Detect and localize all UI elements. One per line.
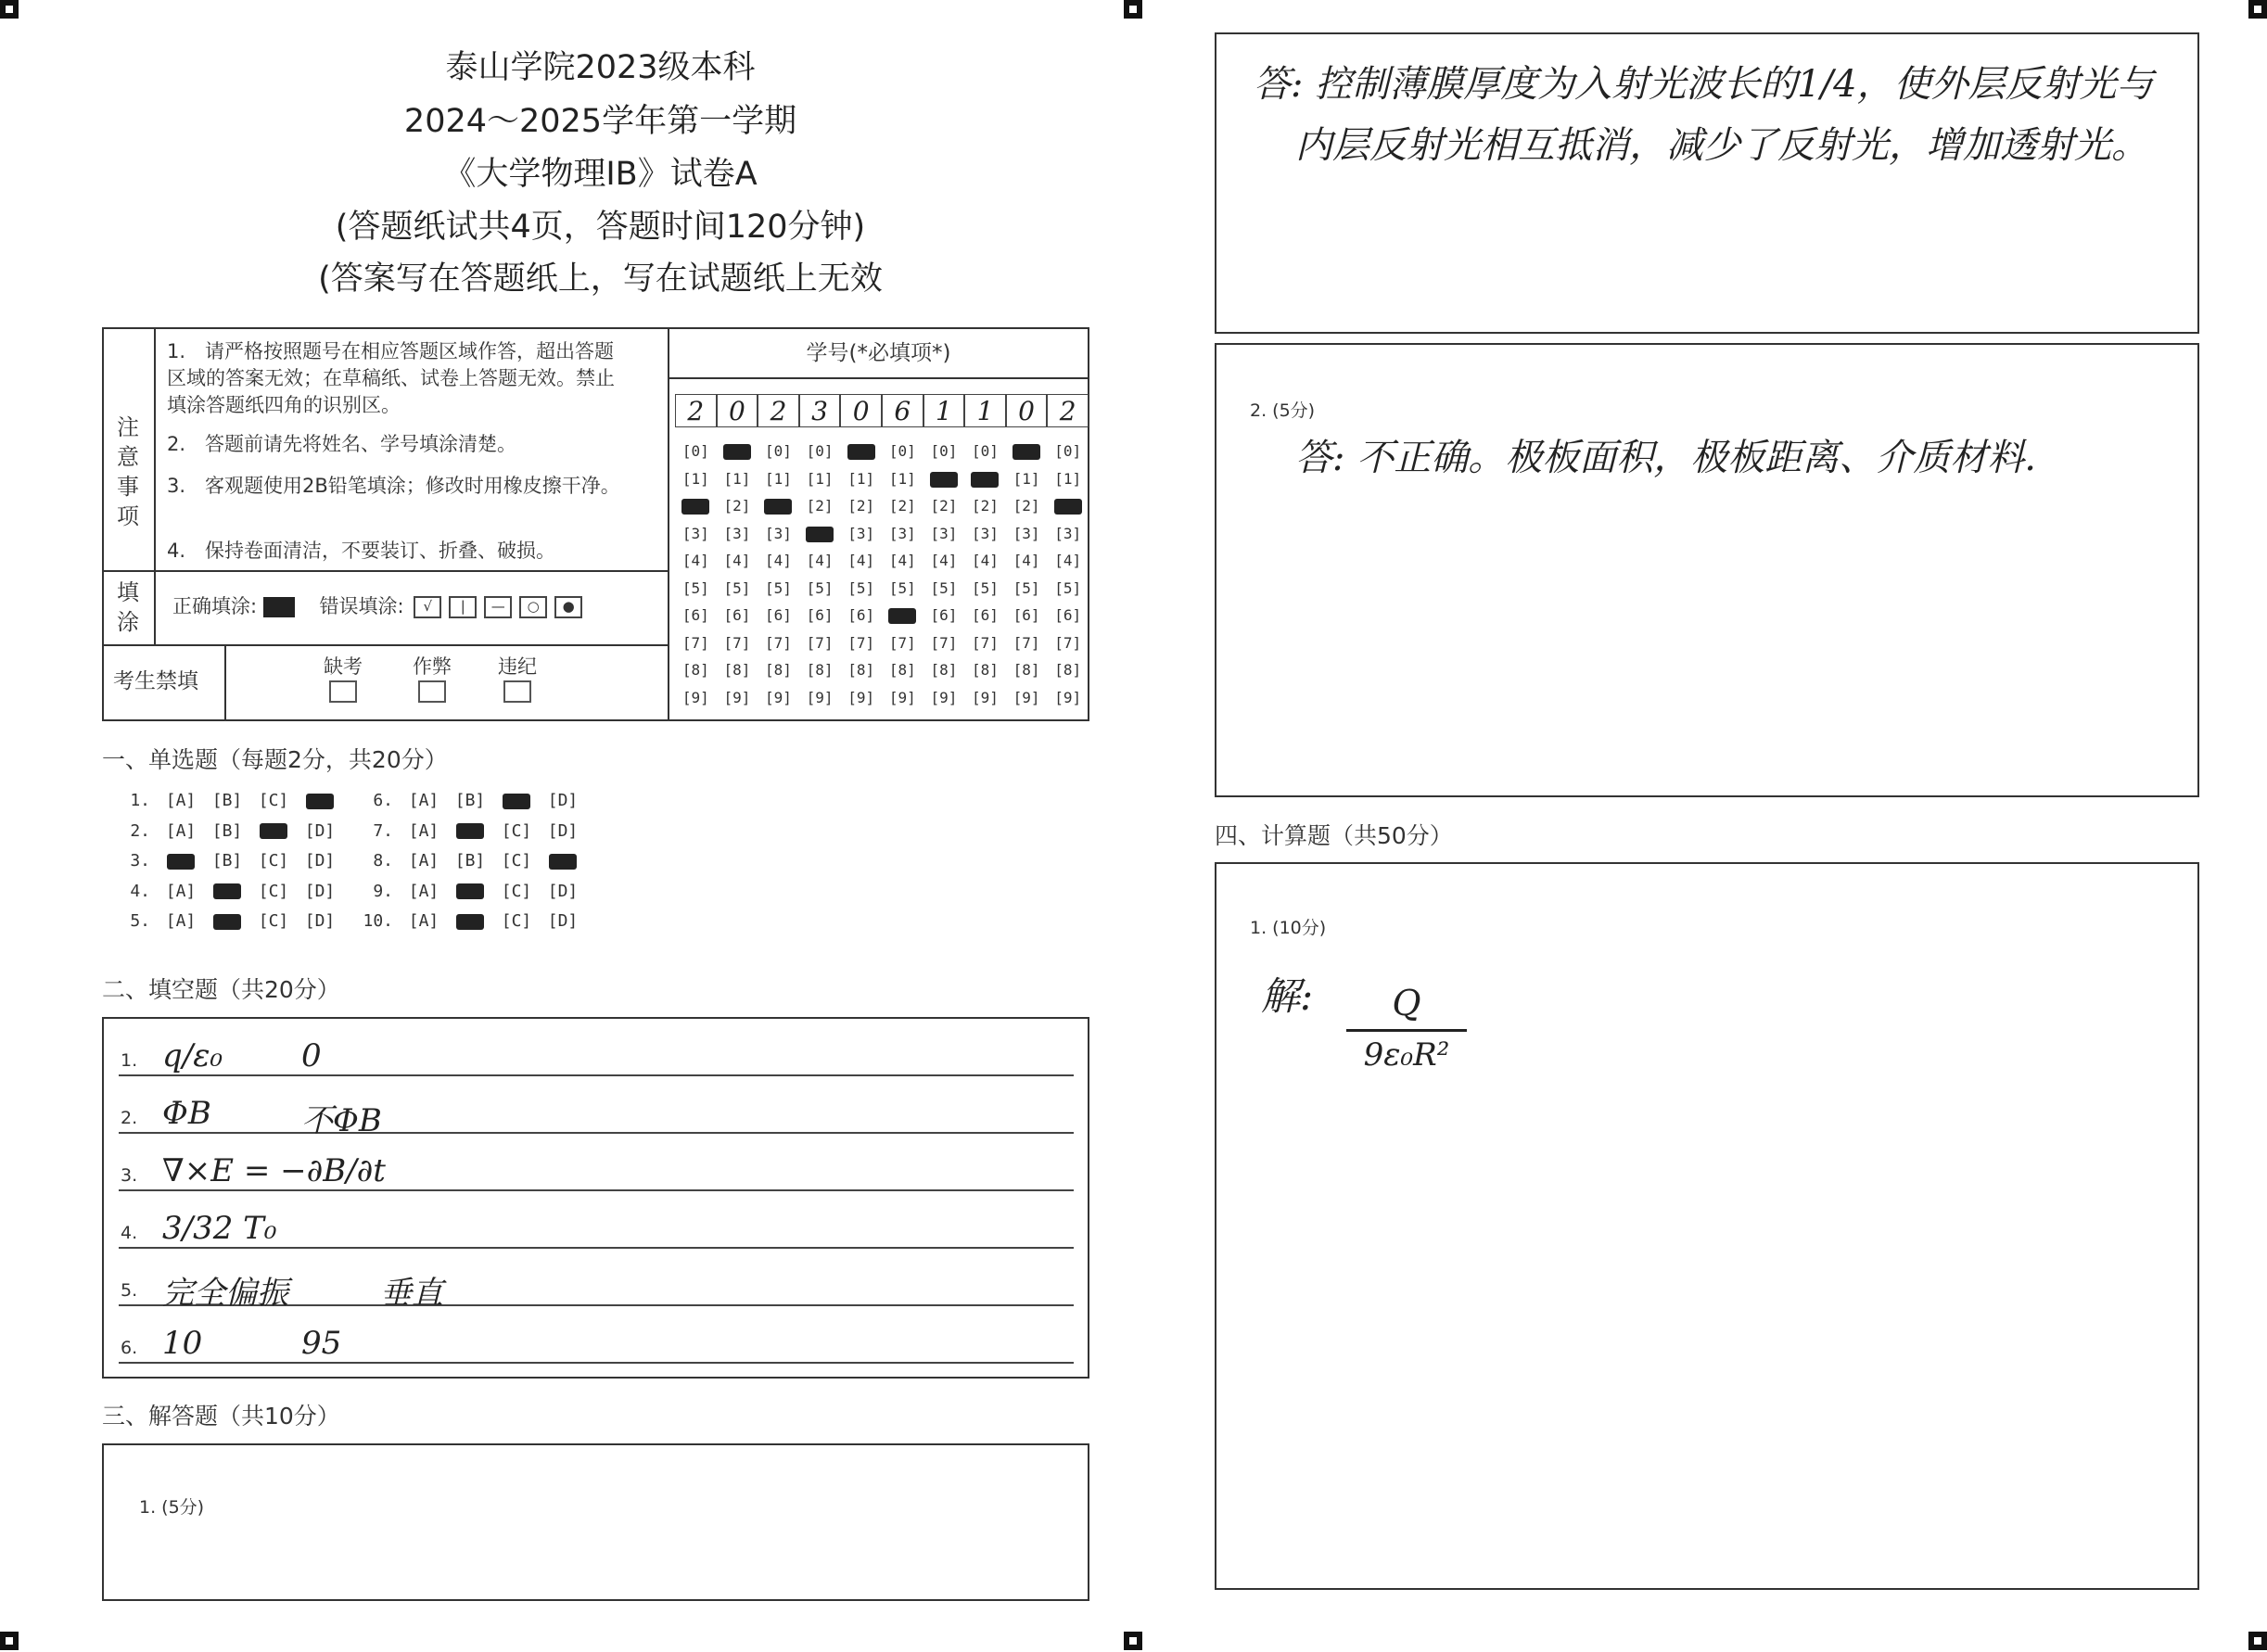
student-id-bubble[interactable]: [9] [972,688,999,706]
answer-line [119,1189,1074,1191]
student-id-bubble[interactable]: [3] [1013,524,1040,542]
notice-item-1: 1. 请严格按照题号在相应答题区域作答，超出答题区域的答案无效；在草稿纸、试卷上答题无效。禁止填涂答题纸四角的识别区。 [167,340,615,416]
choice-bubble[interactable]: [B] [211,851,243,870]
correct-fill-sample [263,597,295,617]
forbid-cheat-label: 作弊 [413,655,452,678]
student-id-bubble[interactable]: [9] [1013,688,1040,706]
choice-bubble[interactable]: [B] [211,791,243,810]
student-id-bubble[interactable]: [3] [765,524,792,542]
student-id-bubble[interactable]: [0] [930,442,958,460]
student-id-bubble[interactable]: [1] [765,469,792,488]
choice-bubble[interactable]: [C] [501,851,532,870]
choice-bubble[interactable]: [C] [501,911,532,931]
choice-bubble[interactable]: [D] [547,911,579,931]
student-id-bubble-filled[interactable] [1006,440,1048,463]
student-id-bubble[interactable]: [3] [1054,524,1082,542]
student-id-bubble[interactable]: [9] [930,688,958,706]
student-id-digits [675,394,1089,431]
choice-bubble[interactable]: [A] [165,911,197,931]
blank-answer-a: 3/32 T₀ [162,1210,277,1247]
question-number: 3. [130,851,150,870]
student-id-bubble[interactable]: [5] [888,578,916,597]
forbid-cheat-checkbox[interactable] [418,680,446,703]
student-id-bubble[interactable]: [7] [930,633,958,652]
choice-bubble[interactable]: [A] [408,911,439,931]
essay-q2-label: 2. (5分) [1250,400,1316,421]
registration-mark [2248,0,2267,19]
registration-mark [0,1632,19,1650]
blank-answer-a: ∇×E = −∂B/∂t [162,1152,386,1189]
single-choice-question [362,848,586,874]
forbid-violation-label: 违纪 [498,655,537,678]
question-number: 10. [363,911,393,931]
answer-line [119,1074,1074,1076]
student-id-bubble[interactable]: [8] [930,661,958,679]
student-id-bubble[interactable]: [6] [930,606,958,624]
fill-wrong-label: 错误填涂: [319,595,404,617]
answer-line [119,1362,1074,1364]
blank-answer-a: q/ε₀ [162,1037,223,1074]
registration-mark [2248,1632,2267,1650]
single-choice-question [119,788,343,814]
student-id-digit: 1 [964,394,1006,427]
choice-bubble-filled[interactable] [447,909,493,934]
choice-bubble[interactable]: [A] [408,791,439,810]
student-id-bubble[interactable]: [2] [1013,497,1040,515]
fill-label: 填涂 [117,579,139,635]
single-choice-question [362,879,586,905]
forbid-absent-checkbox[interactable] [329,680,357,703]
answer-line [119,1247,1074,1249]
single-choice-col-1 [119,788,360,936]
student-id-bubble[interactable]: [6] [972,606,999,624]
student-id-bubble[interactable]: [7] [1054,633,1082,652]
student-id-bubble[interactable]: [7] [723,633,751,652]
student-id-bubble[interactable]: [5] [765,578,792,597]
wrong-fill-dot-icon: ● [554,596,582,618]
student-id-bubble[interactable]: [0] [972,442,999,460]
student-id-bubble[interactable]: [1] [888,469,916,488]
calc-q1-prefix: 解: [1261,973,1314,1019]
student-id-bubble[interactable]: [5] [847,578,875,597]
student-id-bubble[interactable]: [8] [1013,661,1040,679]
student-id-bubble[interactable]: [0] [888,442,916,460]
choice-bubble[interactable]: [A] [408,820,439,841]
choice-bubble[interactable]: [C] [501,881,532,901]
student-id-bubble[interactable]: [6] [765,606,792,624]
choice-bubble[interactable]: [A] [165,820,197,841]
blank-answer-a: 完全偏振 [162,1275,288,1312]
student-id-bubble[interactable]: [0] [1054,442,1082,460]
forbid-violation-checkbox[interactable] [503,680,531,703]
student-id-bubble-filled[interactable] [923,468,965,490]
student-id-bubble[interactable]: [4] [806,552,834,569]
student-id-bubble[interactable]: [8] [806,661,834,679]
section4-title: 四、计算题（共50分） [1215,822,1453,849]
student-id-bubble[interactable]: [3] [723,524,751,542]
blank-number: 2. [121,1108,138,1128]
exam-title: 《大学物理IB》试卷A [443,156,758,193]
student-id-bubble[interactable]: [4] [847,552,875,569]
student-id-bubble[interactable]: [7] [847,633,875,652]
choice-bubble[interactable]: [A] [165,881,197,901]
student-id-bubble-filled[interactable] [758,495,799,517]
student-id-bubble[interactable]: [5] [972,578,999,597]
question-number: 5. [130,911,150,931]
student-id-bubble[interactable]: [2] [888,497,916,515]
blank-answer-b: 垂直 [380,1275,443,1312]
student-id-digit: 0 [1006,394,1048,427]
student-id-bubble[interactable]: [5] [1013,578,1040,597]
student-id-bubble[interactable]: [0] [681,442,709,460]
answer-line [119,1132,1074,1134]
student-id-bubble-filled[interactable] [840,440,882,463]
forbid-label: 考生禁填 [113,669,198,693]
essay-q1-answer-box [1215,32,2199,334]
student-id-bubble[interactable]: [9] [681,688,709,706]
notice-label: 注意事项 [117,414,139,529]
calc-q1-box [1215,862,2199,1590]
forbid-absent-label: 缺考 [324,655,363,678]
blank-number: 1. [121,1050,138,1071]
blank-answer-b: 95 [301,1325,342,1362]
student-id-grid [675,440,1089,718]
student-id-bubble[interactable]: [4] [723,552,751,569]
calc-q1-label: 1. (10分) [1250,918,1327,938]
student-id-bubble[interactable]: [8] [1054,661,1082,679]
student-id-bubble[interactable]: [3] [681,524,709,542]
single-choice-question [362,788,586,814]
student-id-bubble[interactable]: [6] [1013,606,1040,624]
student-id-bubble-filled[interactable] [882,604,923,627]
notice-item-4: 4. 保持卷面清洁，不要装订、折叠、破损。 [167,540,556,562]
blank-answer-b: 0 [301,1037,322,1074]
student-id-bubble[interactable]: [2] [847,497,875,515]
student-id-bubble[interactable]: [4] [888,552,916,569]
exam-duration: (答题纸试共4页，答题时间120分钟) [335,209,866,246]
student-id-bubble[interactable]: [1] [847,469,875,488]
single-choice-col-2 [362,788,603,936]
single-choice-question [119,819,343,845]
student-id-bubble[interactable]: [8] [847,661,875,679]
wrong-fill-check-icon: √ [414,596,441,618]
essay-q1-label: 1. (5分) [139,1497,205,1518]
question-number: 1. [130,791,150,810]
student-id-bubble[interactable]: [7] [888,633,916,652]
single-choice-question [362,909,586,934]
student-id-bubble-filled[interactable] [717,440,758,463]
choice-bubble-filled[interactable] [493,788,540,814]
student-id-bubble[interactable]: [2] [972,497,999,515]
student-id-bubble[interactable]: [9] [765,688,792,706]
section2-title: 二、填空题（共20分） [102,976,340,1003]
choice-bubble[interactable]: [D] [304,820,336,841]
blank-answer-a: ΦB [162,1095,211,1132]
student-id-bubble[interactable]: [9] [723,688,751,706]
student-id-bubble[interactable]: [7] [681,633,709,652]
student-id-bubble[interactable]: [6] [1054,606,1082,624]
calc-q1-denominator: 9ε₀R² [1363,1036,1450,1074]
choice-bubble[interactable]: [D] [547,791,579,810]
blank-number: 3. [121,1165,138,1186]
choice-bubble[interactable]: [A] [408,881,439,901]
student-id-bubble[interactable]: [6] [681,606,709,624]
choice-bubble[interactable]: [D] [304,881,336,901]
question-number: 9. [373,881,393,901]
student-id-bubble[interactable]: [1] [806,469,834,488]
choice-bubble-filled[interactable] [158,848,204,874]
fraction-bar [1346,1029,1467,1032]
student-id-bubble[interactable]: [5] [806,578,834,597]
choice-bubble[interactable]: [B] [454,851,486,870]
student-id-digit: 1 [923,394,965,427]
student-id-bubble[interactable]: [4] [1054,552,1082,569]
student-id-label: 学号(*必填项*) [806,341,951,365]
student-id-bubble[interactable]: [1] [1054,469,1082,488]
student-id-digit: 2 [675,394,717,427]
choice-bubble[interactable]: [C] [258,851,289,870]
student-id-bubble-filled[interactable] [964,468,1006,490]
choice-bubble[interactable]: [C] [258,911,289,931]
choice-bubble-filled[interactable] [297,788,343,814]
question-number: 7. [373,820,393,841]
student-id-bubble[interactable]: [0] [806,442,834,460]
choice-bubble-filled[interactable] [204,909,250,934]
section1-title: 一、单选题（每题2分，共20分） [102,746,448,773]
student-id-bubble[interactable]: [3] [930,524,958,542]
student-id-bubble[interactable]: [6] [806,606,834,624]
calc-q1-numerator: Q [1392,983,1421,1023]
fill-correct-label: 正确填涂: [172,595,258,617]
notice-item-3: 3. 客观题使用2B铅笔填涂；修改时用橡皮擦干净。 [167,475,620,497]
student-id-digit: 2 [1047,394,1089,427]
choice-bubble[interactable]: [D] [547,820,579,841]
student-id-bubble[interactable]: [9] [888,688,916,706]
student-id-bubble[interactable]: [2] [723,497,751,515]
info-box [102,327,1089,721]
choice-bubble[interactable]: [C] [501,820,532,841]
exam-note: (答案写在答题纸上，写在试题纸上无效 [318,261,883,298]
fill-blank-rows [102,1017,1089,1379]
student-id-bubble[interactable]: [7] [765,633,792,652]
student-id-digit: 2 [758,394,799,427]
choice-bubble[interactable]: [B] [454,791,486,810]
student-id-bubble[interactable]: [1] [723,469,751,488]
student-id-bubble[interactable]: [6] [847,606,875,624]
choice-bubble[interactable]: [C] [258,881,289,901]
student-id-bubble[interactable]: [2] [930,497,958,515]
registration-mark [1124,0,1142,19]
section3-title: 三、解答题（共10分） [102,1403,340,1430]
essay-q1-box [102,1443,1089,1601]
choice-bubble-filled[interactable] [540,848,586,874]
question-number: 2. [130,820,150,841]
question-number: 8. [373,851,393,870]
student-id-bubble[interactable]: [9] [847,688,875,706]
student-id-digit: 6 [882,394,923,427]
question-number: 6. [373,791,393,810]
student-id-bubble[interactable]: [3] [972,524,999,542]
student-id-bubble[interactable]: [8] [888,661,916,679]
exam-school: 泰山学院2023级本科 [445,49,756,86]
choice-bubble[interactable]: [D] [304,911,336,931]
student-id-digit: 3 [799,394,841,427]
student-id-bubble[interactable]: [2] [806,497,834,515]
choice-bubble[interactable]: [A] [408,851,439,870]
choice-bubble[interactable]: [D] [547,881,579,901]
student-id-bubble[interactable]: [9] [1054,688,1082,706]
single-choice-question [362,819,586,845]
student-id-bubble[interactable]: [0] [765,442,792,460]
choice-bubble-filled[interactable] [250,819,297,845]
student-id-bubble[interactable]: [5] [1054,578,1082,597]
student-id-bubble[interactable]: [6] [723,606,751,624]
student-id-bubble[interactable]: [7] [972,633,999,652]
student-id-bubble[interactable]: [4] [765,552,792,569]
student-id-bubble[interactable]: [7] [806,633,834,652]
student-id-bubble[interactable]: [4] [1013,552,1040,569]
single-choice-question [119,909,343,934]
choice-bubble-filled[interactable] [447,819,493,845]
single-choice-question [119,848,343,874]
student-id-bubble[interactable]: [8] [972,661,999,679]
student-id-bubble[interactable]: [1] [681,469,709,488]
student-id-bubble[interactable]: [5] [681,578,709,597]
student-id-bubble[interactable]: [5] [930,578,958,597]
essay-q2-box [1215,343,2199,797]
notice-item-2: 2. 答题前请先将姓名、学号填涂清楚。 [167,433,517,455]
blank-answer-b: 不ΦB [301,1102,382,1139]
essay-q2-answer: 答: 不正确。极板面积，极板距离、介质材料. [1295,437,2036,479]
blank-number: 4. [121,1223,138,1243]
student-id-bubble[interactable]: [4] [972,552,999,569]
wrong-fill-dash-icon: — [484,596,512,618]
student-id-bubble-filled[interactable] [1047,495,1089,517]
registration-mark [0,0,19,19]
student-id-bubble[interactable]: [8] [723,661,751,679]
student-id-bubble[interactable]: [8] [765,661,792,679]
single-choice-question [119,879,343,905]
wrong-fill-bar-icon: | [449,596,477,618]
student-id-bubble[interactable]: [5] [723,578,751,597]
essay-q1-answer-line2: 内层反射光相互抵消，减少了反射光，增加透射光。 [1295,124,2148,167]
student-id-bubble-filled[interactable] [675,495,717,517]
registration-mark [1124,1632,1142,1650]
student-id-bubble[interactable]: [3] [888,524,916,542]
wrong-fill-circle-icon: ○ [519,596,547,618]
choice-bubble-filled[interactable] [204,879,250,905]
student-id-bubble[interactable]: [4] [930,552,958,569]
blank-number: 5. [121,1280,138,1301]
student-id-digit: 0 [717,394,758,427]
choice-bubble[interactable]: [C] [258,791,289,810]
student-id-bubble[interactable]: [1] [1013,469,1040,488]
choice-bubble[interactable]: [B] [211,820,243,841]
student-id-bubble[interactable]: [8] [681,661,709,679]
student-id-digit: 0 [840,394,882,427]
student-id-bubble[interactable]: [3] [847,524,875,542]
student-id-bubble[interactable]: [7] [1013,633,1040,652]
student-id-bubble-filled[interactable] [799,523,841,545]
question-number: 4. [130,881,150,901]
choice-bubble[interactable]: [A] [165,791,197,810]
blank-number: 6. [121,1338,138,1358]
student-id-bubble[interactable]: [9] [806,688,834,706]
choice-bubble[interactable]: [D] [304,851,336,870]
exam-term: 2024～2025学年第一学期 [403,103,797,140]
student-id-bubble[interactable]: [4] [681,552,709,569]
essay-q1-answer-line1: 答: 控制薄膜厚度为入射光波长的1/4，使外层反射光与 [1254,63,2154,106]
choice-bubble-filled[interactable] [447,879,493,905]
blank-answer-a: 10 [162,1325,203,1362]
